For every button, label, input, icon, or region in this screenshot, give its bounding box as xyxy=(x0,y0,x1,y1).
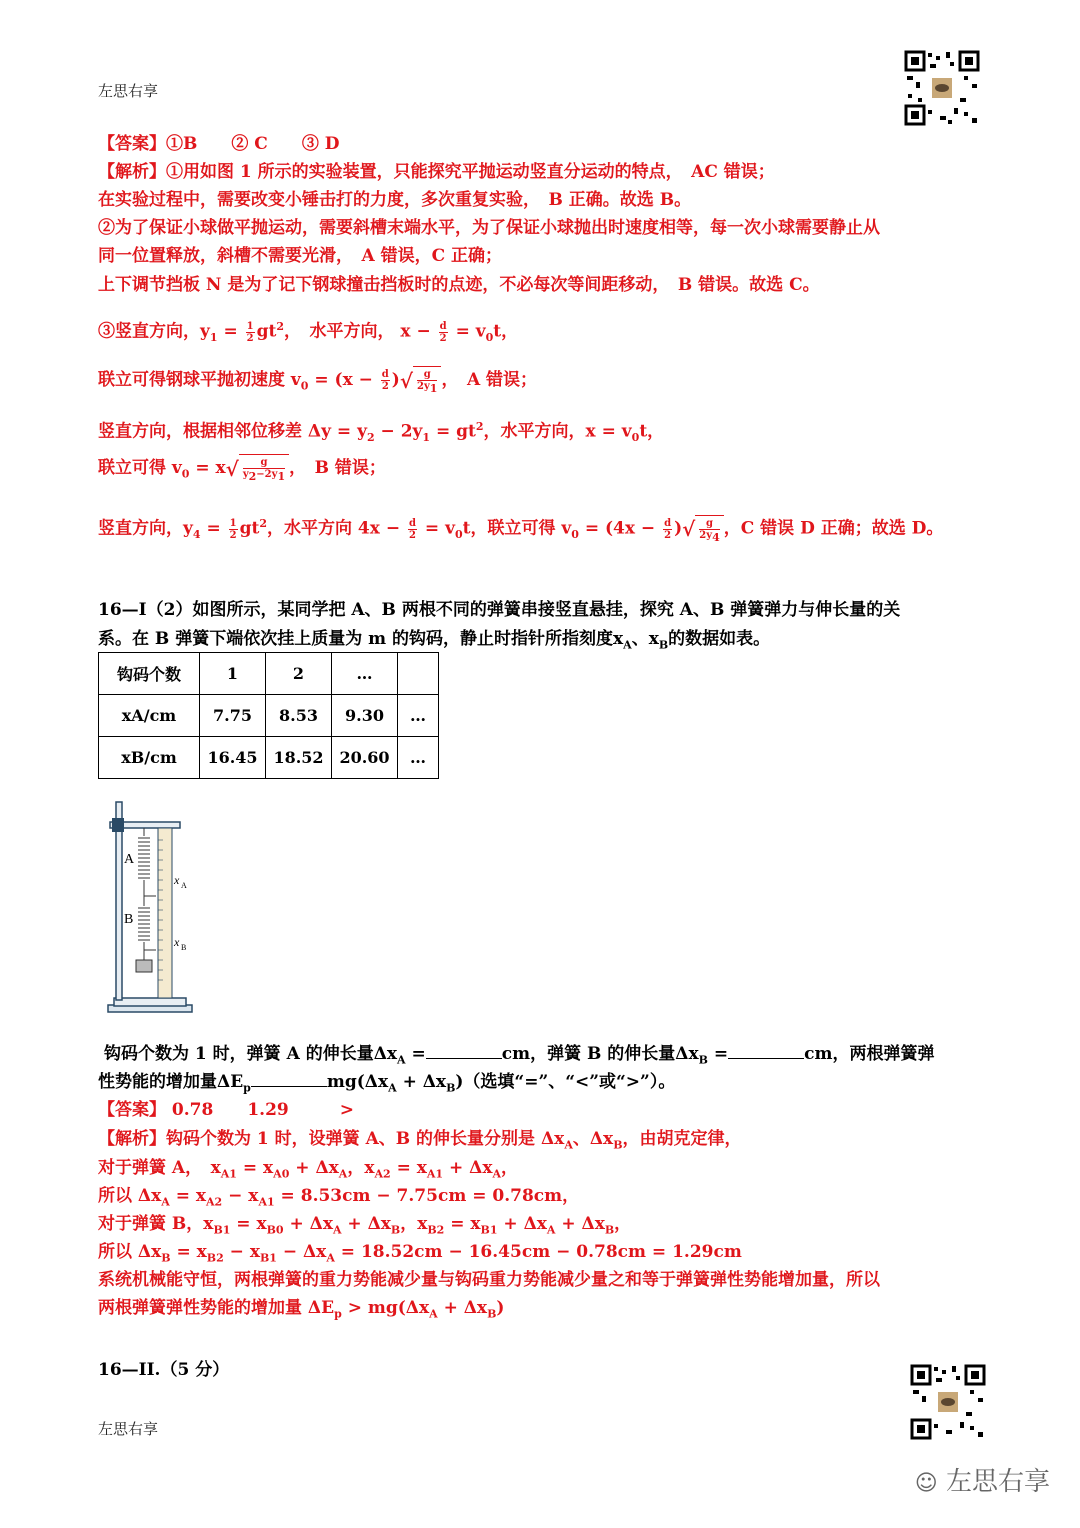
analysis-line: 系统机械能守恒，两根弹簧的重力势能减少量与钩码重力势能减少量之和等于弹簧弹性势能增加量，所以 xyxy=(98,1270,880,1290)
table-cell: … xyxy=(398,695,439,737)
spring-apparatus-figure xyxy=(100,800,200,1020)
table-cell: … xyxy=(398,737,439,779)
table-cell: 20.60 xyxy=(332,737,398,779)
table-cell: 钩码个数 xyxy=(99,653,200,695)
table-header-row xyxy=(99,653,439,695)
qr-code-icon xyxy=(904,50,980,126)
wechat-icon: ☺ xyxy=(914,1471,938,1496)
formula-line: 竖直方向，根据相邻位移差 $\Delta y = y_2 - 2y_1 = gt^2$，水平方向，$x = v_0t$， xyxy=(98,420,665,445)
formula-line: 联立可得 $v_0 = x√$ $\frac{g}{y_2-2y_1}$ ， B 错误； xyxy=(98,454,386,488)
next-question: 16—II.（5 分） xyxy=(98,1360,230,1380)
svg-text:A: A xyxy=(181,881,187,890)
analysis-line: 所以 $\Delta x_B = x_{B2} - x_{B1} - \Delta x_A = 18.52cm - 16.45cm - 0.78cm = 1.29cm$ xyxy=(98,1242,742,1265)
table-cell: 8.53 xyxy=(266,695,332,737)
analysis-line: ②为了保证小球做平抛运动，需要斜槽末端水平，为了保证小球抛出时速度相等，每一次小球需要静止从 xyxy=(98,218,880,238)
table-cell xyxy=(398,653,439,695)
question-text: 钩码个数为 1 时，弹簧 A 的伸长量$\Delta x_A$ = cm，弹簧 B 的伸长量$\Delta x_B$ = cm，两根弹簧弹 xyxy=(104,1044,935,1067)
label-xB: x xyxy=(174,935,180,949)
header-brand: 左思右享 xyxy=(98,82,159,100)
qr-code-icon xyxy=(910,1364,986,1440)
answer-line: 【答案】①B ② C ③ D xyxy=(98,134,340,154)
table-cell: … xyxy=(332,653,398,695)
table-row xyxy=(99,737,439,779)
analysis-line: 所以 $\Delta x_A = x_{A2} - x_{A1} = 8.53cm - 7.75cm = 0.78cm$， xyxy=(98,1186,580,1209)
table-cell: 7.75 xyxy=(200,695,266,737)
formula-line: ③竖直方向，$y_1$ = $\frac{1}{2}$ $gt^2$， 水平方向， x − $\frac{d}{2}$ = $v_0t$， xyxy=(98,320,519,345)
watermark: ☺ 左思右享 xyxy=(914,1467,1050,1497)
analysis-line: 两根弹簧弹性势能的增加量 $\Delta E_p > mg(\Delta x_A + \Delta x_B)$ xyxy=(98,1298,505,1321)
question-text: 性势能的增加量$\Delta E_p$ $mg(\Delta x_A + \Delta x_B)$（选填“=”、“<”或“>”）。 xyxy=(98,1072,676,1095)
formula-line: 联立可得钢球平抛初速度 $v_0 = (x$ − $\frac{d}{2}$ )√ $\frac{g}{2y_1}$ ， A 错误； xyxy=(98,366,537,400)
analysis-line: 上下调节挡板 N 是为了记下钢球撞击挡板时的点迹，不必每次等间距移动， B 错误。故选 C。 xyxy=(98,275,820,295)
label-A: A xyxy=(124,852,135,867)
label-xA: x xyxy=(174,873,180,887)
formula-line: 竖直方向，$y_4$ = $\frac{1}{2}$ $gt^2$，水平方向 4x − $\frac{d}{2}$ = $v_0t$，联立可得 $v_0 = (4x$ − $\frac{d}{2}$ )√ $\frac{g}{2y_4}$ ，C 错误 D 正确；故选 D。 xyxy=(98,510,943,549)
analysis-line: 对于弹簧 B，$x_{B1} = x_{B0} + \Delta x_A + \Delta x_B$，$x_{B2} = x_{B1} + \Delta x_A + \Delta x_B$， xyxy=(98,1214,632,1237)
analysis-line: 【解析】①用如图 1 所示的实验装置，只能探究平抛运动竖直分运动的特点， AC 错误； xyxy=(98,162,775,182)
analysis-line: 【解析】钩码个数为 1 时，设弹簧 A、B 的伸长量分别是 $\Delta x_A$、$\Delta x_B$，由胡克定律， xyxy=(98,1129,742,1152)
analysis-line: 在实验过程中，需要改变小锤击打的力度，多次重复实验， B 正确。故选 B。 xyxy=(98,190,692,210)
answer-line: 【答案】 0.78 1.29 > xyxy=(98,1100,354,1120)
footer-brand: 左思右享 xyxy=(98,1420,159,1438)
table-cell: xB/cm xyxy=(99,737,200,779)
table-cell: 9.30 xyxy=(332,695,398,737)
table-cell: 1 xyxy=(200,653,266,695)
question-text: 系。在 B 弹簧下端依次挂上质量为 m 的钩码，静止时指针所指刻度$x_A$、$x_B$的数据如表。 xyxy=(98,629,771,652)
analysis-line: 同一位置释放，斜槽不需要光滑， A 错误，C 正确； xyxy=(98,246,503,266)
svg-text:B: B xyxy=(181,943,187,952)
table-cell: 2 xyxy=(266,653,332,695)
table-row xyxy=(99,695,439,737)
table-cell: 16.45 xyxy=(200,737,266,779)
analysis-line: 对于弹簧 A， $x_{A1} = x_{A0} + \Delta x_A$，$x_{A2} = x_{A1} + \Delta x_A$， xyxy=(98,1158,519,1181)
data-table xyxy=(98,652,439,779)
question-text: 16—I（2）如图所示，某同学把 A、B 两根不同的弹簧串接竖直悬挂，探究 A、B 弹簧弹力与伸长量的关 xyxy=(98,600,901,620)
label-B: B xyxy=(124,912,134,927)
table-cell: 18.52 xyxy=(266,737,332,779)
table-cell: xA/cm xyxy=(99,695,200,737)
